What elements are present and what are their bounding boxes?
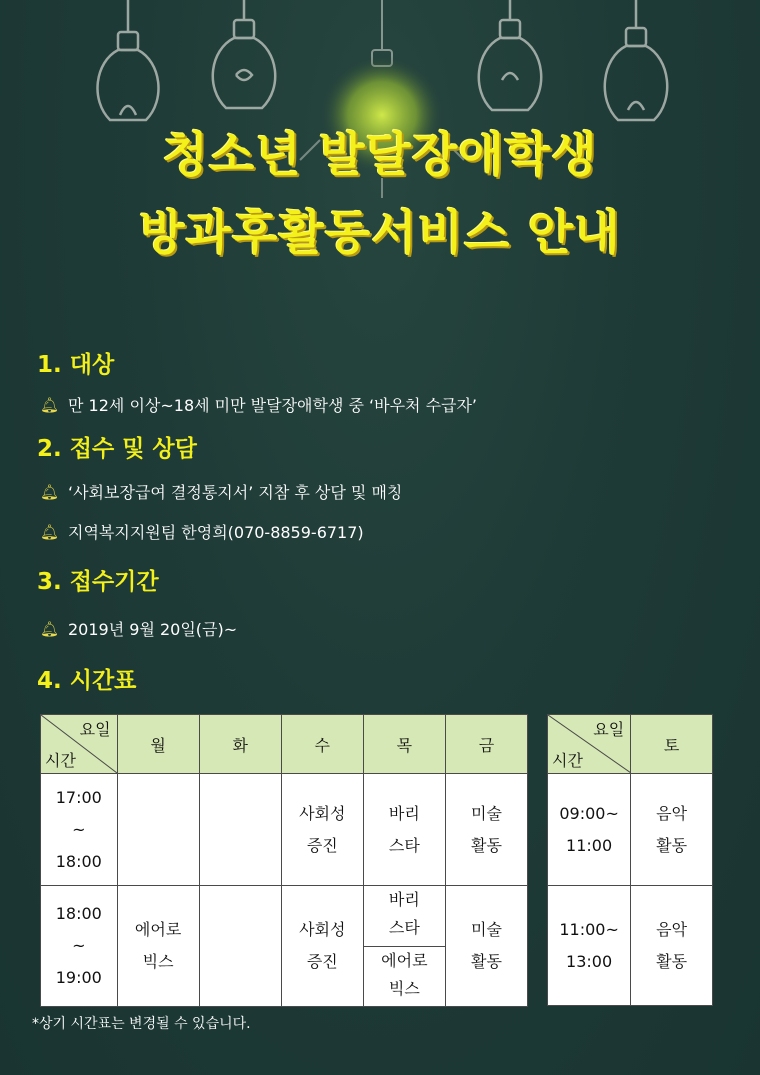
day-header: 월 bbox=[117, 715, 199, 774]
light-bulb-icon bbox=[213, 0, 275, 108]
schedule-cell-empty bbox=[199, 774, 281, 886]
section-heading-schedule: 4. 시간표 bbox=[37, 668, 137, 694]
section-heading-target: 1. 대상 bbox=[37, 352, 115, 378]
day-header: 금 bbox=[445, 715, 527, 774]
light-bulb-icon bbox=[605, 0, 667, 120]
bell-icon: 🔔︎ bbox=[40, 395, 60, 414]
day-header: 화 bbox=[199, 715, 281, 774]
schedule-cell: 미술 활동 bbox=[445, 774, 527, 886]
schedule-cell: 에어로 빅스 bbox=[117, 886, 199, 1007]
schedule-cell-empty bbox=[117, 774, 199, 886]
time-cell: 17:00 ~ 18:00 bbox=[41, 774, 118, 886]
saturday-schedule-table bbox=[547, 714, 713, 1006]
footnote: *상기 시간표는 변경될 수 있습니다. bbox=[32, 1016, 251, 1032]
light-bulb-icon bbox=[98, 0, 159, 120]
table-row bbox=[41, 886, 528, 1007]
weekday-schedule-table bbox=[40, 714, 528, 1007]
day-header: 토 bbox=[631, 715, 713, 774]
title-line-1: 청소년 발달장애학생 bbox=[162, 128, 598, 183]
corner-cell: 요일 시간 bbox=[548, 715, 631, 774]
day-header: 수 bbox=[281, 715, 363, 774]
day-header: 목 bbox=[363, 715, 445, 774]
time-cell: 09:00~ 11:00 bbox=[548, 774, 631, 886]
list-item: 🔔︎ 만 12세 이상~18세 미만 발달장애학생 중 ‘바우처 수급자’ bbox=[40, 395, 478, 415]
section-heading-period: 3. 접수기간 bbox=[37, 569, 159, 595]
schedule-cell-split bbox=[363, 886, 445, 1007]
time-cell: 18:00 ~ 19:00 bbox=[41, 886, 118, 1007]
split-bottom: 에어로 빅스 bbox=[381, 951, 428, 998]
schedule-cell: 사회성 증진 bbox=[281, 886, 363, 1007]
table-row bbox=[41, 774, 528, 886]
schedule-cell: 음악 활동 bbox=[631, 774, 713, 886]
schedule-cell: 사회성 증진 bbox=[281, 774, 363, 886]
schedule-cell: 음악 활동 bbox=[631, 886, 713, 1006]
list-item: 🔔︎ 2019년 9월 20일(금)~ bbox=[40, 619, 238, 639]
title-line-2: 방과후활동서비스 안내 bbox=[139, 206, 621, 261]
section-heading-application: 2. 접수 및 상담 bbox=[37, 436, 197, 462]
bell-icon: 🔔︎ bbox=[40, 619, 60, 638]
table-row bbox=[548, 774, 713, 886]
bell-icon: 🔔︎ bbox=[40, 482, 60, 501]
corner-cell: 요일 시간 bbox=[41, 715, 118, 774]
time-cell: 11:00~ 13:00 bbox=[548, 886, 631, 1006]
schedule-cell: 미술 활동 bbox=[445, 886, 527, 1007]
list-item: 🔔︎ 지역복지지원팀 한영희(070-8859-6717) bbox=[40, 522, 364, 542]
list-item: 🔔︎ ‘사회보장급여 결정통지서’ 지참 후 상담 및 매칭 bbox=[40, 482, 403, 502]
schedule-cell: 바리 스타 bbox=[363, 774, 445, 886]
light-bulb-icon bbox=[479, 0, 541, 110]
schedule-cell-empty bbox=[199, 886, 281, 1007]
split-top: 바리 스타 bbox=[364, 886, 445, 947]
bell-icon: 🔔︎ bbox=[40, 522, 60, 541]
table-row bbox=[548, 886, 713, 1006]
